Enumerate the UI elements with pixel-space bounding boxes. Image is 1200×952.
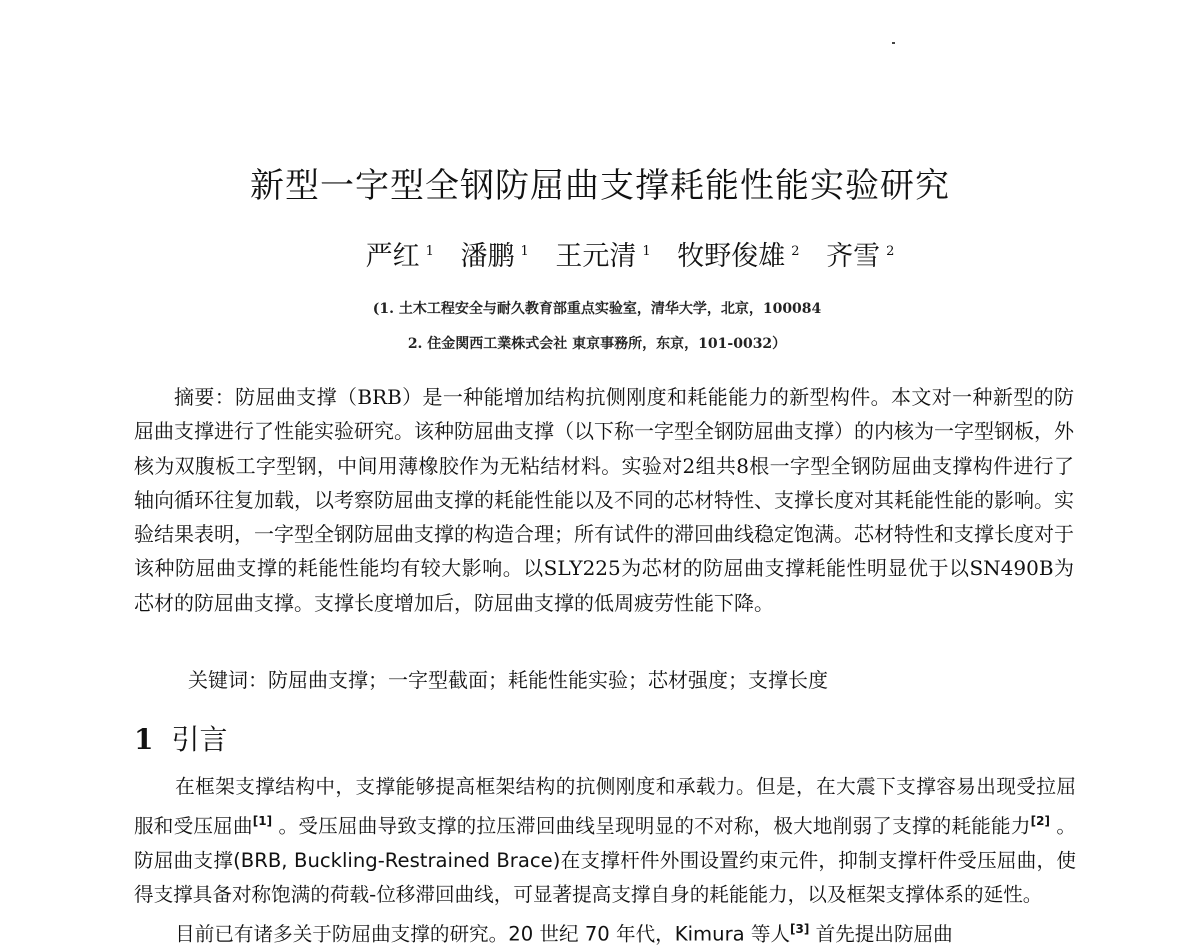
author: 牧野俊雄 $^2$ bbox=[677, 241, 800, 272]
author: 潘鹏 $^1$ bbox=[460, 241, 529, 272]
abstract-text: 摘要：防屈曲支撑（BRB）是一种能增加结构抗侧刚度和耗能能力的新型构件。本文对一种新型的防屈曲支撑进行了性能实验研究。该种防屈曲支撑（以下称一字型全钢防屈曲支撑）的内核为一字型钢板，外核为双腹板工字型钢，中间用薄橡胶作为无粘结材料。实验对2组共8根一字型全钢防屈曲支撑构件进行了轴向循环往复加载，以考察防屈曲支撑的耗能性能以及不同的芯材特性、支撑长度对其耗能性能的影响。实验结果表明，一字型全钢防屈曲支撑的构造合理；所有试件的滞回曲线稳定饱满。芯材特性和支撑长度对于该种防屈曲支撑的耗能性能均有较大影响。以SLY225为芯材的防屈曲支撑耗能性明显优于以SN490B为芯材的防屈曲支撑。支撑长度增加后，防屈曲支撑的低周疲劳性能下降。 bbox=[134, 385, 1074, 615]
citation-3: [3] bbox=[790, 922, 810, 937]
citation-1: [1] bbox=[252, 814, 273, 829]
keywords-label: 关键词： bbox=[188, 668, 268, 692]
section-heading bbox=[134, 718, 228, 758]
citation-2: [2] bbox=[1030, 814, 1050, 829]
section-title: 引言 bbox=[171, 723, 228, 756]
keywords-items: 防屈曲支撑；一字型截面；耗能性能实验；芯材强度；支撑长度 bbox=[268, 668, 828, 692]
section-number: 1 bbox=[134, 723, 154, 756]
author: 齐雪 $^2$ bbox=[826, 241, 895, 272]
body-text bbox=[134, 770, 1076, 952]
paper-title: 新型一字型全钢防屈曲支撑耗能性能实验研究 bbox=[250, 166, 950, 206]
affiliation-line-2: 2. 住金関西工業株式会社 東京事務所，东京，101-0032） bbox=[407, 336, 787, 352]
author: 王元清 $^1$ bbox=[555, 241, 651, 272]
author: 严红 $^1$ bbox=[365, 241, 434, 272]
abstract bbox=[134, 380, 1074, 620]
paragraph-2: 目前已有诸多关于防屈曲支撑的研究。20 世纪 70 年代，Kimura 等人[3] 首先提出防屈曲 bbox=[175, 922, 953, 946]
scan-speck bbox=[892, 42, 895, 44]
author-list bbox=[0, 234, 1200, 273]
paragraph-1: 在框架支撑结构中，支撑能够提高框架结构的抗侧刚度和承载力。但是，在大震下支撑容易出现受拉屈服和受压屈曲[1] 。受压屈曲导致支撑的拉压滞回曲线呈现明显的不对称，极大地削弱了支撑的耗能能力[2] 。防屈曲支撑(BRB, Buckling-Restrained Brace)在支撑杆件外围设置约束元件，抑制支撑杆件受压屈曲，使得支撑具备对称饱满的荷载-位移滞回曲线，可显著提高支撑自身的耗能能力，以及框架支撑体系的延性。 bbox=[134, 775, 1077, 907]
keywords bbox=[188, 664, 828, 693]
affiliation-line-1: (1. 土木工程安全与耐久教育部重点实验室，清华大学，北京，100084 bbox=[372, 301, 822, 317]
